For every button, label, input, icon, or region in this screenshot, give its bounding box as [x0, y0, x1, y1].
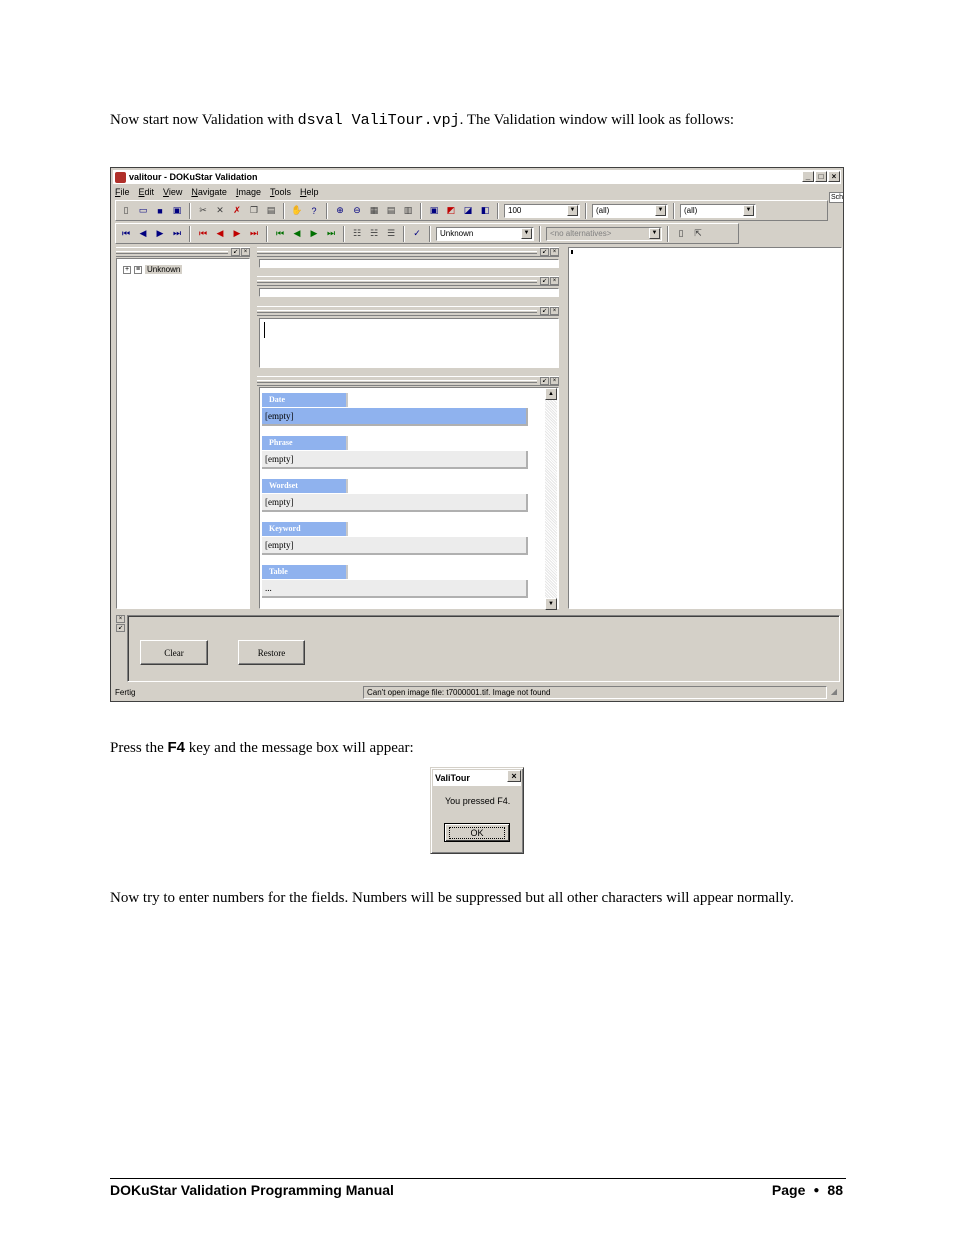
close-icon[interactable]: ×: [241, 248, 250, 256]
document-icon: ≡: [135, 265, 141, 273]
message-box-screenshot: [430, 767, 524, 854]
previous-field-icon[interactable]: ◀: [293, 228, 301, 238]
clear-button[interactable]: Clear: [140, 640, 208, 665]
grip-line: [257, 380, 537, 383]
chevron-down-icon[interactable]: ▼: [743, 205, 754, 216]
fit-width-icon[interactable]: ▦: [369, 205, 379, 215]
status-message: Can't open image file: t7000001.tif. Image not found: [363, 686, 827, 699]
app-icon: [115, 172, 126, 183]
filter2-value: (all): [684, 206, 698, 215]
toolbar-separator: [420, 203, 422, 219]
grip-line: [116, 251, 228, 254]
toolbar-separator: [283, 203, 285, 219]
note-paragraph: Now try to enter numbers for the fields. Numbers will be suppressed but all other characters will appear normally.: [110, 890, 794, 906]
field-label-keyword: Keyword: [262, 522, 348, 536]
zoom-combo[interactable]: [504, 204, 580, 218]
toolbar-separator: [539, 226, 541, 242]
footer-page: [772, 1182, 843, 1198]
first-document-icon[interactable]: ⏮: [121, 228, 131, 238]
dock-icon[interactable]: ↙: [541, 378, 548, 384]
grip-line: [257, 251, 537, 254]
intro-text-end: . The Validation window will look as follows:: [459, 112, 735, 128]
text-panel[interactable]: [259, 318, 559, 368]
panel-grip-3[interactable]: [257, 306, 559, 316]
close-icon[interactable]: ×: [550, 277, 559, 285]
copy-icon[interactable]: ❐: [249, 205, 259, 215]
menu-view[interactable]: View: [163, 186, 183, 197]
clear-icon[interactable]: ✗: [233, 205, 241, 215]
toolbar-separator: [403, 226, 405, 242]
grip-buttons: [540, 277, 559, 285]
expand-icon[interactable]: +: [124, 265, 130, 273]
grip-buttons: [540, 307, 559, 315]
alternatives-value: <no alternatives>: [550, 229, 612, 238]
fields-scrollbar[interactable]: [545, 388, 557, 610]
new-page-icon[interactable]: ▯: [678, 228, 684, 238]
press-text: Press the: [110, 740, 168, 756]
menu-tools[interactable]: Tools: [269, 186, 291, 197]
close-icon[interactable]: ×: [828, 171, 840, 182]
menubar: [115, 185, 319, 198]
open-folder-icon[interactable]: ▭: [138, 205, 148, 215]
next-document-icon[interactable]: ▶: [156, 228, 164, 238]
previous-document-icon[interactable]: ◀: [139, 228, 147, 238]
hand-icon[interactable]: ✋: [291, 205, 303, 215]
press-paragraph: [110, 739, 414, 757]
field-label-date: Date: [262, 393, 348, 407]
layout-icon[interactable]: ◩: [446, 205, 456, 215]
field-label-phrase: Phrase: [262, 436, 348, 450]
dock-icon[interactable]: ↙: [541, 308, 548, 314]
field-label-wordset: Wordset: [262, 479, 348, 493]
toolbar-separator: [429, 226, 431, 242]
field-input-phrase[interactable]: [empty]: [262, 451, 528, 469]
fit-height-icon[interactable]: ▥: [403, 205, 413, 215]
close-icon[interactable]: ×: [116, 615, 125, 623]
cut-icon[interactable]: ✂: [199, 205, 207, 215]
window-titlebar: [113, 170, 841, 184]
class-value: Unknown: [440, 229, 474, 238]
zoom-in-icon[interactable]: ⊕: [336, 205, 344, 215]
toolbar-separator: [585, 203, 587, 219]
chevron-down-icon[interactable]: ▼: [655, 205, 666, 216]
toolbar-separator: [673, 203, 675, 219]
bottom-panel: [127, 615, 840, 682]
close-icon[interactable]: ×: [550, 307, 559, 315]
fit-page-icon[interactable]: ▤: [386, 205, 396, 215]
check-icon[interactable]: ✓: [413, 228, 421, 238]
toolbar-separator: [326, 203, 328, 219]
maximize-icon[interactable]: □: [815, 171, 827, 182]
previous-page-icon[interactable]: ◀: [216, 228, 224, 238]
press-text-end: key and the message box will appear:: [185, 740, 414, 756]
chevron-down-icon[interactable]: ▼: [567, 205, 578, 216]
chevron-down-icon[interactable]: ▼: [521, 228, 532, 239]
toolbar-separator: [667, 226, 669, 242]
window-controls: [802, 171, 840, 182]
toolbar-separator: [189, 226, 191, 242]
zoom-value: 100: [508, 206, 522, 215]
dock-icon[interactable]: ↙: [541, 278, 548, 284]
field-label-table: Table: [262, 565, 348, 579]
split-icon[interactable]: ◪: [463, 205, 473, 215]
minimize-icon[interactable]: _: [802, 171, 814, 182]
panel-1: [259, 259, 559, 268]
field-input-table[interactable]: ...: [262, 580, 528, 598]
grip-buttons: [540, 377, 559, 385]
close-icon[interactable]: ×: [550, 377, 559, 385]
footer-rule: [110, 1178, 846, 1179]
first-field-icon[interactable]: ⏮: [275, 228, 285, 238]
toolbar-separator: [343, 226, 345, 242]
message-box-text: You pressed F4.: [445, 796, 511, 806]
grip-line: [257, 280, 537, 283]
lock-icon[interactable]: ▣: [172, 205, 182, 215]
panel-grip-2[interactable]: [257, 276, 559, 286]
last-page-icon[interactable]: ⏭: [249, 228, 259, 238]
image-panel: [568, 247, 842, 609]
navigation-toolbar: [115, 223, 739, 244]
grip-buttons: [231, 248, 250, 256]
save-icon[interactable]: ■: [157, 205, 163, 216]
view-toggle-icon[interactable]: ◧: [480, 205, 490, 215]
dock-icon[interactable]: ↙: [541, 249, 548, 255]
page-bullet: ●: [813, 1184, 820, 1196]
intro-text: Now start now Validation with: [110, 112, 298, 128]
scroll-up-icon[interactable]: ▲: [545, 388, 557, 400]
dock-icon[interactable]: ↙: [232, 249, 239, 255]
tree-panel-grip[interactable]: [116, 247, 250, 257]
tree-root[interactable]: [123, 265, 182, 274]
field-input-keyword[interactable]: [empty]: [262, 537, 528, 555]
validation-window-screenshot: [110, 167, 844, 702]
zoom-out-icon[interactable]: ⊖: [353, 205, 361, 215]
grip-buttons: [540, 248, 559, 256]
side-label: Sch: [829, 192, 844, 203]
chevron-down-icon[interactable]: ▼: [649, 228, 660, 239]
resize-grip-icon[interactable]: ◢: [830, 687, 838, 696]
confirm-fields-icon[interactable]: ☰: [386, 228, 396, 238]
panel-2: [259, 288, 559, 297]
help-icon[interactable]: ?: [311, 205, 317, 216]
alternatives-combo[interactable]: [546, 227, 662, 241]
menu-help[interactable]: Help: [299, 186, 319, 197]
menu-edit[interactable]: Edit: [138, 186, 155, 197]
first-page-icon[interactable]: ⏮: [198, 228, 208, 238]
filter1-value: (all): [596, 206, 610, 215]
field-input-wordset[interactable]: [empty]: [262, 494, 528, 512]
unmark-fields-icon[interactable]: ☵: [369, 228, 379, 238]
status-bar: [111, 686, 843, 700]
panel-grip-1[interactable]: [257, 247, 559, 257]
last-field-icon[interactable]: ⏭: [326, 228, 336, 238]
ok-button[interactable]: [444, 823, 510, 842]
menu-navigate[interactable]: Navigate: [191, 186, 227, 197]
last-document-icon[interactable]: ⏭: [172, 228, 182, 238]
intro-paragraph: [110, 111, 734, 130]
command-text: dsval ValiTour.vpj: [297, 112, 460, 129]
status-left: Fertig: [115, 688, 136, 697]
new-document-icon[interactable]: ▯: [123, 205, 129, 215]
tree-panel: [116, 258, 250, 609]
mark-fields-icon[interactable]: ☷: [352, 228, 362, 238]
window-title: valitour - DOKuStar Validation: [129, 172, 258, 182]
text-caret: [264, 322, 265, 338]
delete-icon[interactable]: ✕: [216, 205, 224, 215]
dock-icon[interactable]: ↙: [117, 625, 124, 631]
grip-line: [257, 310, 537, 313]
export-icon[interactable]: ⇱: [694, 228, 702, 238]
image-marker: [571, 250, 573, 254]
close-icon[interactable]: ×: [507, 770, 521, 782]
message-box-title: ValiTour: [433, 770, 521, 786]
next-field-icon[interactable]: ▶: [310, 228, 318, 238]
key-name: F4: [167, 739, 186, 756]
filter-combo-2[interactable]: [680, 204, 756, 218]
bottom-panel-grip[interactable]: [115, 615, 127, 635]
tree-root-label: Unknown: [147, 265, 181, 274]
field-input-date[interactable]: [empty]: [262, 408, 528, 426]
filter-combo-1[interactable]: [592, 204, 668, 218]
main-toolbar: [115, 200, 828, 221]
fields-panel-grip[interactable]: [257, 376, 559, 386]
restore-button[interactable]: Restore: [238, 640, 305, 665]
page-label: Page: [771, 1182, 806, 1198]
menu-file[interactable]: File: [115, 186, 130, 197]
footer-title: DOKuStar Validation Programming Manual: [110, 1182, 394, 1198]
menu-image[interactable]: Image: [235, 186, 261, 197]
paste-icon[interactable]: ▤: [266, 205, 276, 215]
toolbar-separator: [189, 203, 191, 219]
close-icon[interactable]: ×: [550, 248, 559, 256]
image-icon[interactable]: ▣: [429, 205, 439, 215]
ok-label: OK: [449, 827, 504, 839]
next-page-icon[interactable]: ▶: [233, 228, 241, 238]
class-combo[interactable]: [436, 227, 534, 241]
page-number: 88: [827, 1182, 843, 1198]
toolbar-separator: [266, 226, 268, 242]
toolbar-separator: [497, 203, 499, 219]
scroll-down-icon[interactable]: ▼: [545, 598, 557, 610]
